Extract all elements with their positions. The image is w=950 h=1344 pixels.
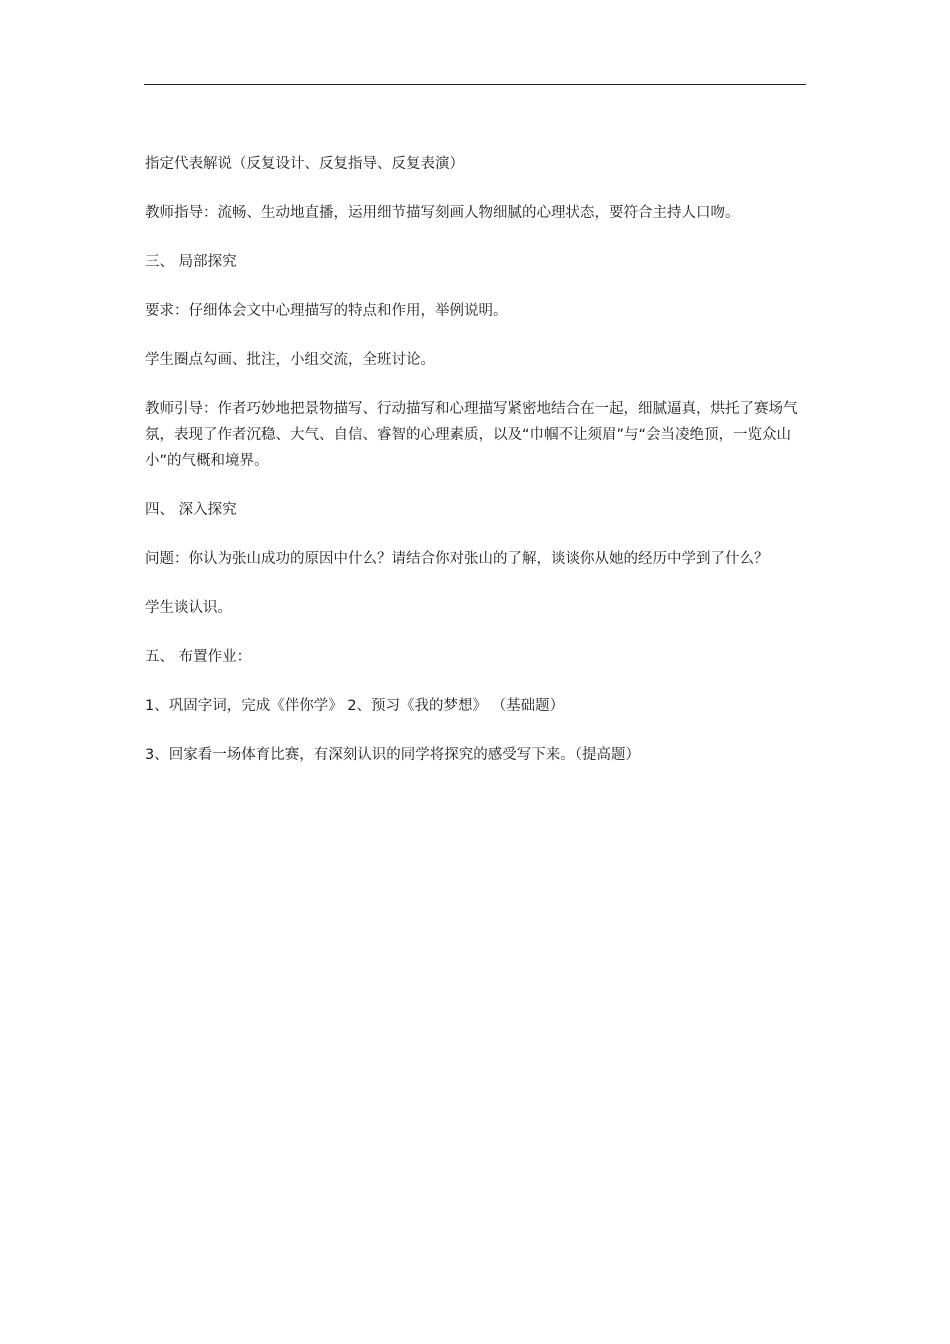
paragraph-teacher-guidance: 教师指导：流畅、生动地直播，运用细节描写刻画人物细腻的心理状态，要符合主持人口吻。 [145,205,740,221]
section-heading-deep-inquiry: 四、 深入探究 [145,502,237,518]
paragraph-teacher-lead: 教师引导：作者巧妙地把景物描写、行动描写和心理描写紧密地结合在一起，细腻逼真，烘托了赛场气氛，表现了作者沉稳、大气、自信、睿智的心理素质，以及“巾帼不让须眉”与“会当凌绝顶，一览众山小”的气概和境界。 [145,401,798,469]
paragraph-spacing [145,621,807,644]
paragraph-spacing [145,226,807,249]
paragraph-representative-explanation: 指定代表解说（反复设计、反复指导、反复表演） [145,156,464,172]
homework-item-advanced: 3、回家看一场体育比赛，有深刻认识的同学将探究的感受写下来。（提高题） [145,747,640,763]
section-heading-homework: 五、 布置作业： [145,649,252,665]
paragraph-spacing [145,275,807,298]
paragraph-student-activity: 学生圈点勾画、批注，小组交流，全班讨论。 [145,352,435,368]
paragraph-spacing [145,523,807,546]
paragraph-spacing [145,373,807,396]
section-heading-partial-inquiry: 三、 局部探究 [145,254,237,270]
paragraph-student-understanding: 学生谈认识。 [145,600,232,616]
homework-item-basic: 1、巩固字词，完成《伴你学》 2、预习《我的梦想》 （基础题） [145,698,565,714]
paragraph-spacing [145,474,807,497]
header-rule [144,84,806,85]
paragraph-spacing [145,719,807,742]
document-body [145,151,807,768]
paragraph-spacing [145,177,807,200]
paragraph-spacing [145,670,807,693]
paragraph-question: 问题：你认为张山成功的原因中什么？请结合你对张山的了解，谈谈你从她的经历中学到了什么？ [145,551,769,567]
paragraph-spacing [145,572,807,595]
paragraph-requirement: 要求：仔细体会文中心理描写的特点和作用，举例说明。 [145,303,508,319]
paragraph-spacing [145,324,807,347]
